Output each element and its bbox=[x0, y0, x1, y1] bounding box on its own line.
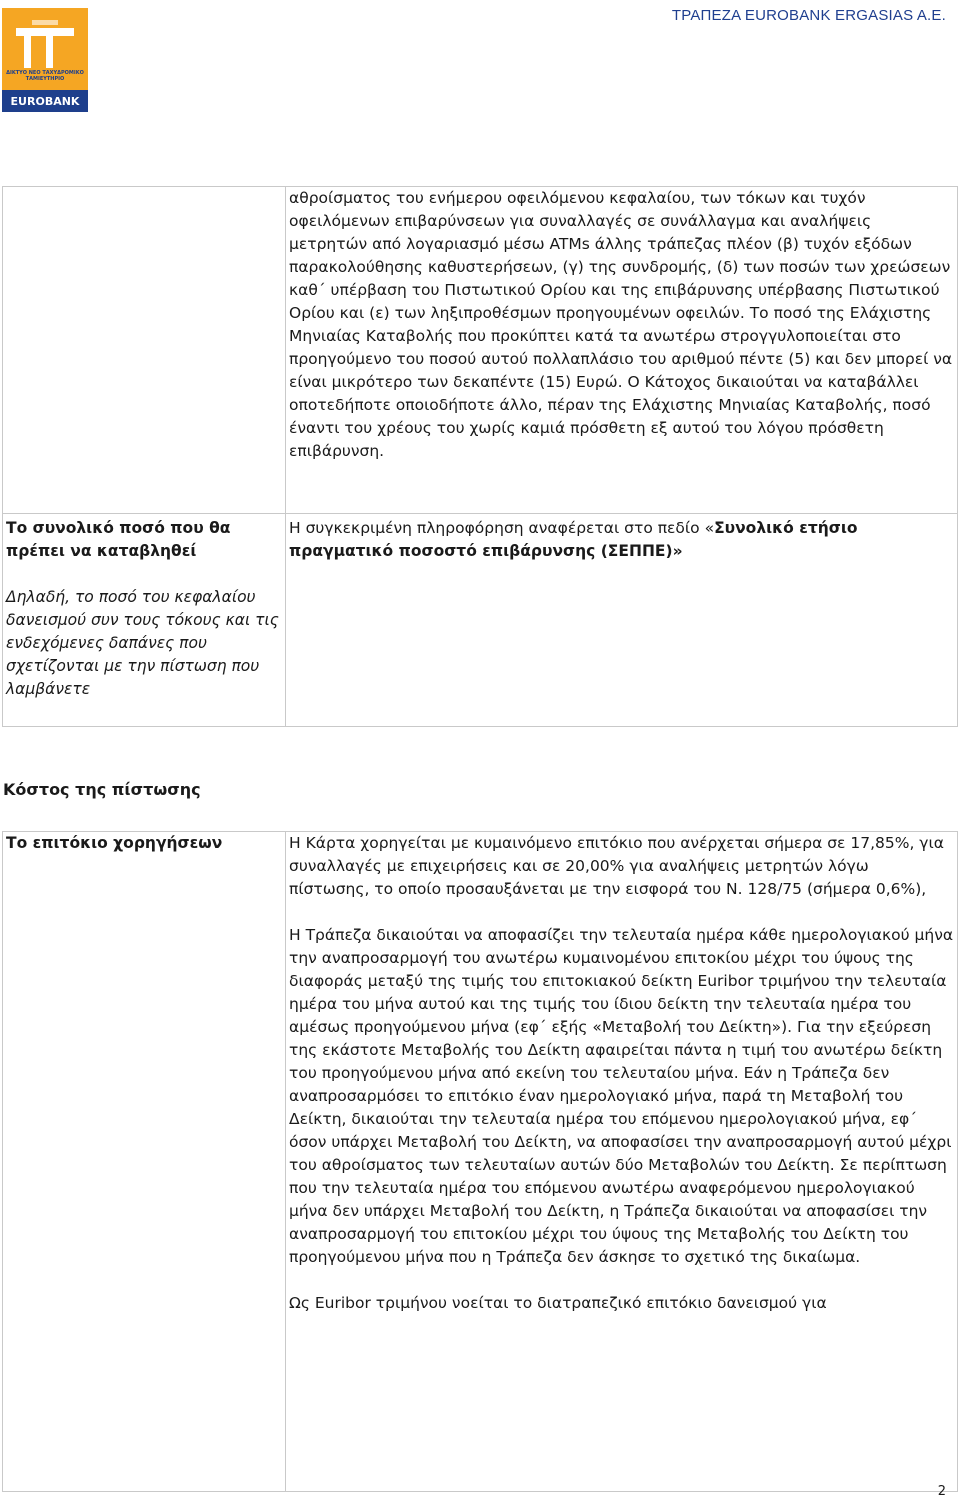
spacer bbox=[289, 1269, 954, 1292]
empty-left-cell bbox=[3, 187, 286, 514]
page-number: 2 bbox=[937, 1484, 946, 1499]
total-amount-cell bbox=[3, 514, 286, 727]
interest-paragraph-2: Η Τράπεζα δικαιούται να αποφασίζει την τελευταία ημέρα κάθε ημερολογιακού μήνα την αναπροσαρμογή του ανωτέρω κυμαινομένου επιτοκίου μέχρι του ύψους της διαφοράς μεταξύ της τιμής του επιτοκιακού δείκτη Euribor τριμήνου την τελευταία ημέρα του μήνα αυτού και της τιμής του ίδιου δείκτη την τελευταία ημέρα του αμέσως προηγούμενου μήνα (εφ΄ εξής «Μεταβολή του Δείκτη»). Για την εξεύρεση της εκάστοτε Μεταβολής του Δείκτη αφαιρείται πάντα η τιμή του ανωτέρω δείκτη του προηγούμενου μήνα από εκείνη του τελευταίου μήνα. Εάν η Τράπεζα δεν αναπροσαρμόσει το επιτόκιο έναν ημερολογιακό μήνα, παρά τη Μεταβολή του Δείκτη, δικαιούται την τελευταία ημέρα του επόμενου ημερολογιακού μήνα, εφ΄ όσον υπάρχει Μεταβολή του Δείκτη, να αποφασίσει την αναπροσαρμογή αυτού μέχρι του αθροίσματος των τελευταίων αυτών δύο Μεταβολών του Δείκτη. Σε περίπτωση που την τελευταία ημέρα του επόμενου ανωτέρω αναφερόμενου ημερολογιακού μήνα δεν υπάρχει Μεταβολή του Δείκτη, η Τράπεζα δικαιούται να αποφασίσει την αναπροσαρμογή του επιτοκίου μέχρι του ύψους της Μεταβολής του Δείκτη του προηγούμενου μήνα που η Τράπεζα δεν άσκησε το σχετικό της δικαίωμα. bbox=[289, 926, 954, 1266]
total-amount-note: Δηλαδή, το ποσό του κεφαλαίου δανεισμού συν τους τόκους και τις ενδεχόμενες δαπάνες που σχετίζονται με την πίστωση που λαμβάνετε bbox=[6, 588, 279, 698]
interest-paragraph-1: Η Κάρτα χορηγείται με κυμαινόμενο επιτόκιο που ανέρχεται σήμερα σε 17,85%, για συναλλαγές με επιχειρήσεις και σε 20,00% για αναλήψεις μετρητών λόγω πίστωσης, το οποίο προσαυξάνεται με την εισφορά του Ν. 128/75 (σήμερα 0,6%), bbox=[289, 834, 944, 898]
table-row bbox=[3, 832, 958, 1492]
interest-rate-description bbox=[286, 832, 958, 1492]
logo-subtitle: ΔΙΚΤΥΟ ΝΕΟ ΤΑΧΥΔΡΟΜΙΚΟ ΤΑΜΙΕΥΤΗΡΙΟ bbox=[6, 70, 84, 82]
interest-rate-cell bbox=[3, 832, 286, 1492]
bank-name: ΤΡΑΠΕΖΑ EUROBANK ERGASIAS A.E. bbox=[671, 7, 946, 24]
credit-cost-table bbox=[2, 831, 958, 1492]
section-heading: Κόστος της πίστωσης bbox=[3, 780, 201, 799]
table-row bbox=[3, 187, 958, 514]
spacer bbox=[289, 901, 954, 924]
logo-brand: EUROBANK bbox=[10, 95, 80, 108]
apr-field-name: Συνολικό ετήσιο πραγματικό ποσοστό επιβάρυνσης (ΣΕΠΠΕ)» bbox=[289, 519, 858, 560]
minimum-payment-text: αθροίσματος του ενήμερου οφειλόμενου κεφαλαίου, των τόκων και τυχόν οφειλόμενων επιβαρύνσεων για συναλλαγές σε συνάλλαγμα και αναλήψεις μετρητών από λογαριασμό μέσω ATMs άλλης τράπεζας πλέον (β) τυχόν εξόδων παρακολούθησης καθυστερήσεων, (γ) της συνδρομής, (δ) των ποσών των χρεώσεων καθ΄ υπέρβαση του Πιστωτικού Ορίου και της επιβάρυνσης υπέρβασης Πιστωτικού Ορίου και (ε) των ληξιπροθέσμων προηγουμένων οφειλών. Το ποσό της Ελάχιστης Μηνιαίας Καταβολής που προκύπτει κατά τα ανωτέρω στρογγυλοποιείται στο προηγούμενο του ποσού αυτού πολλαπλάσιο του αριθμού πέντε (5) και δεν μπορεί να είναι μικρότερο των δεκαπέντε (15) Ευρώ. Ο Κάτοχος δικαιούται να καταβάλλει οποτεδήποτε οποιοδήποτε άλλο, πέραν της Ελάχιστης Μηνιαίας Καταβολής, ποσό έναντι του χρέους του χωρίς καμιά πρόσθετη εξ αυτού του λόγου πρόσθετη επιβάρυνση. bbox=[286, 187, 958, 514]
spacer bbox=[6, 563, 282, 586]
info-table-continued bbox=[2, 186, 958, 727]
total-amount-description bbox=[286, 514, 958, 727]
total-amount-prefix: Η συγκεκριμένη πληροφόρηση αναφέρεται στο πεδίο « bbox=[289, 519, 715, 537]
interest-rate-title: Το επιτόκιο χορηγήσεων bbox=[6, 834, 223, 852]
table-row bbox=[3, 514, 958, 727]
eurobank-logo bbox=[2, 8, 88, 112]
total-amount-title: Το συνολικό ποσό που θα πρέπει να καταβληθεί bbox=[6, 519, 231, 560]
interest-paragraph-3: Ως Euribor τριμήνου νοείται το διατραπεζικό επιτόκιο δανεισμού για bbox=[289, 1294, 827, 1312]
